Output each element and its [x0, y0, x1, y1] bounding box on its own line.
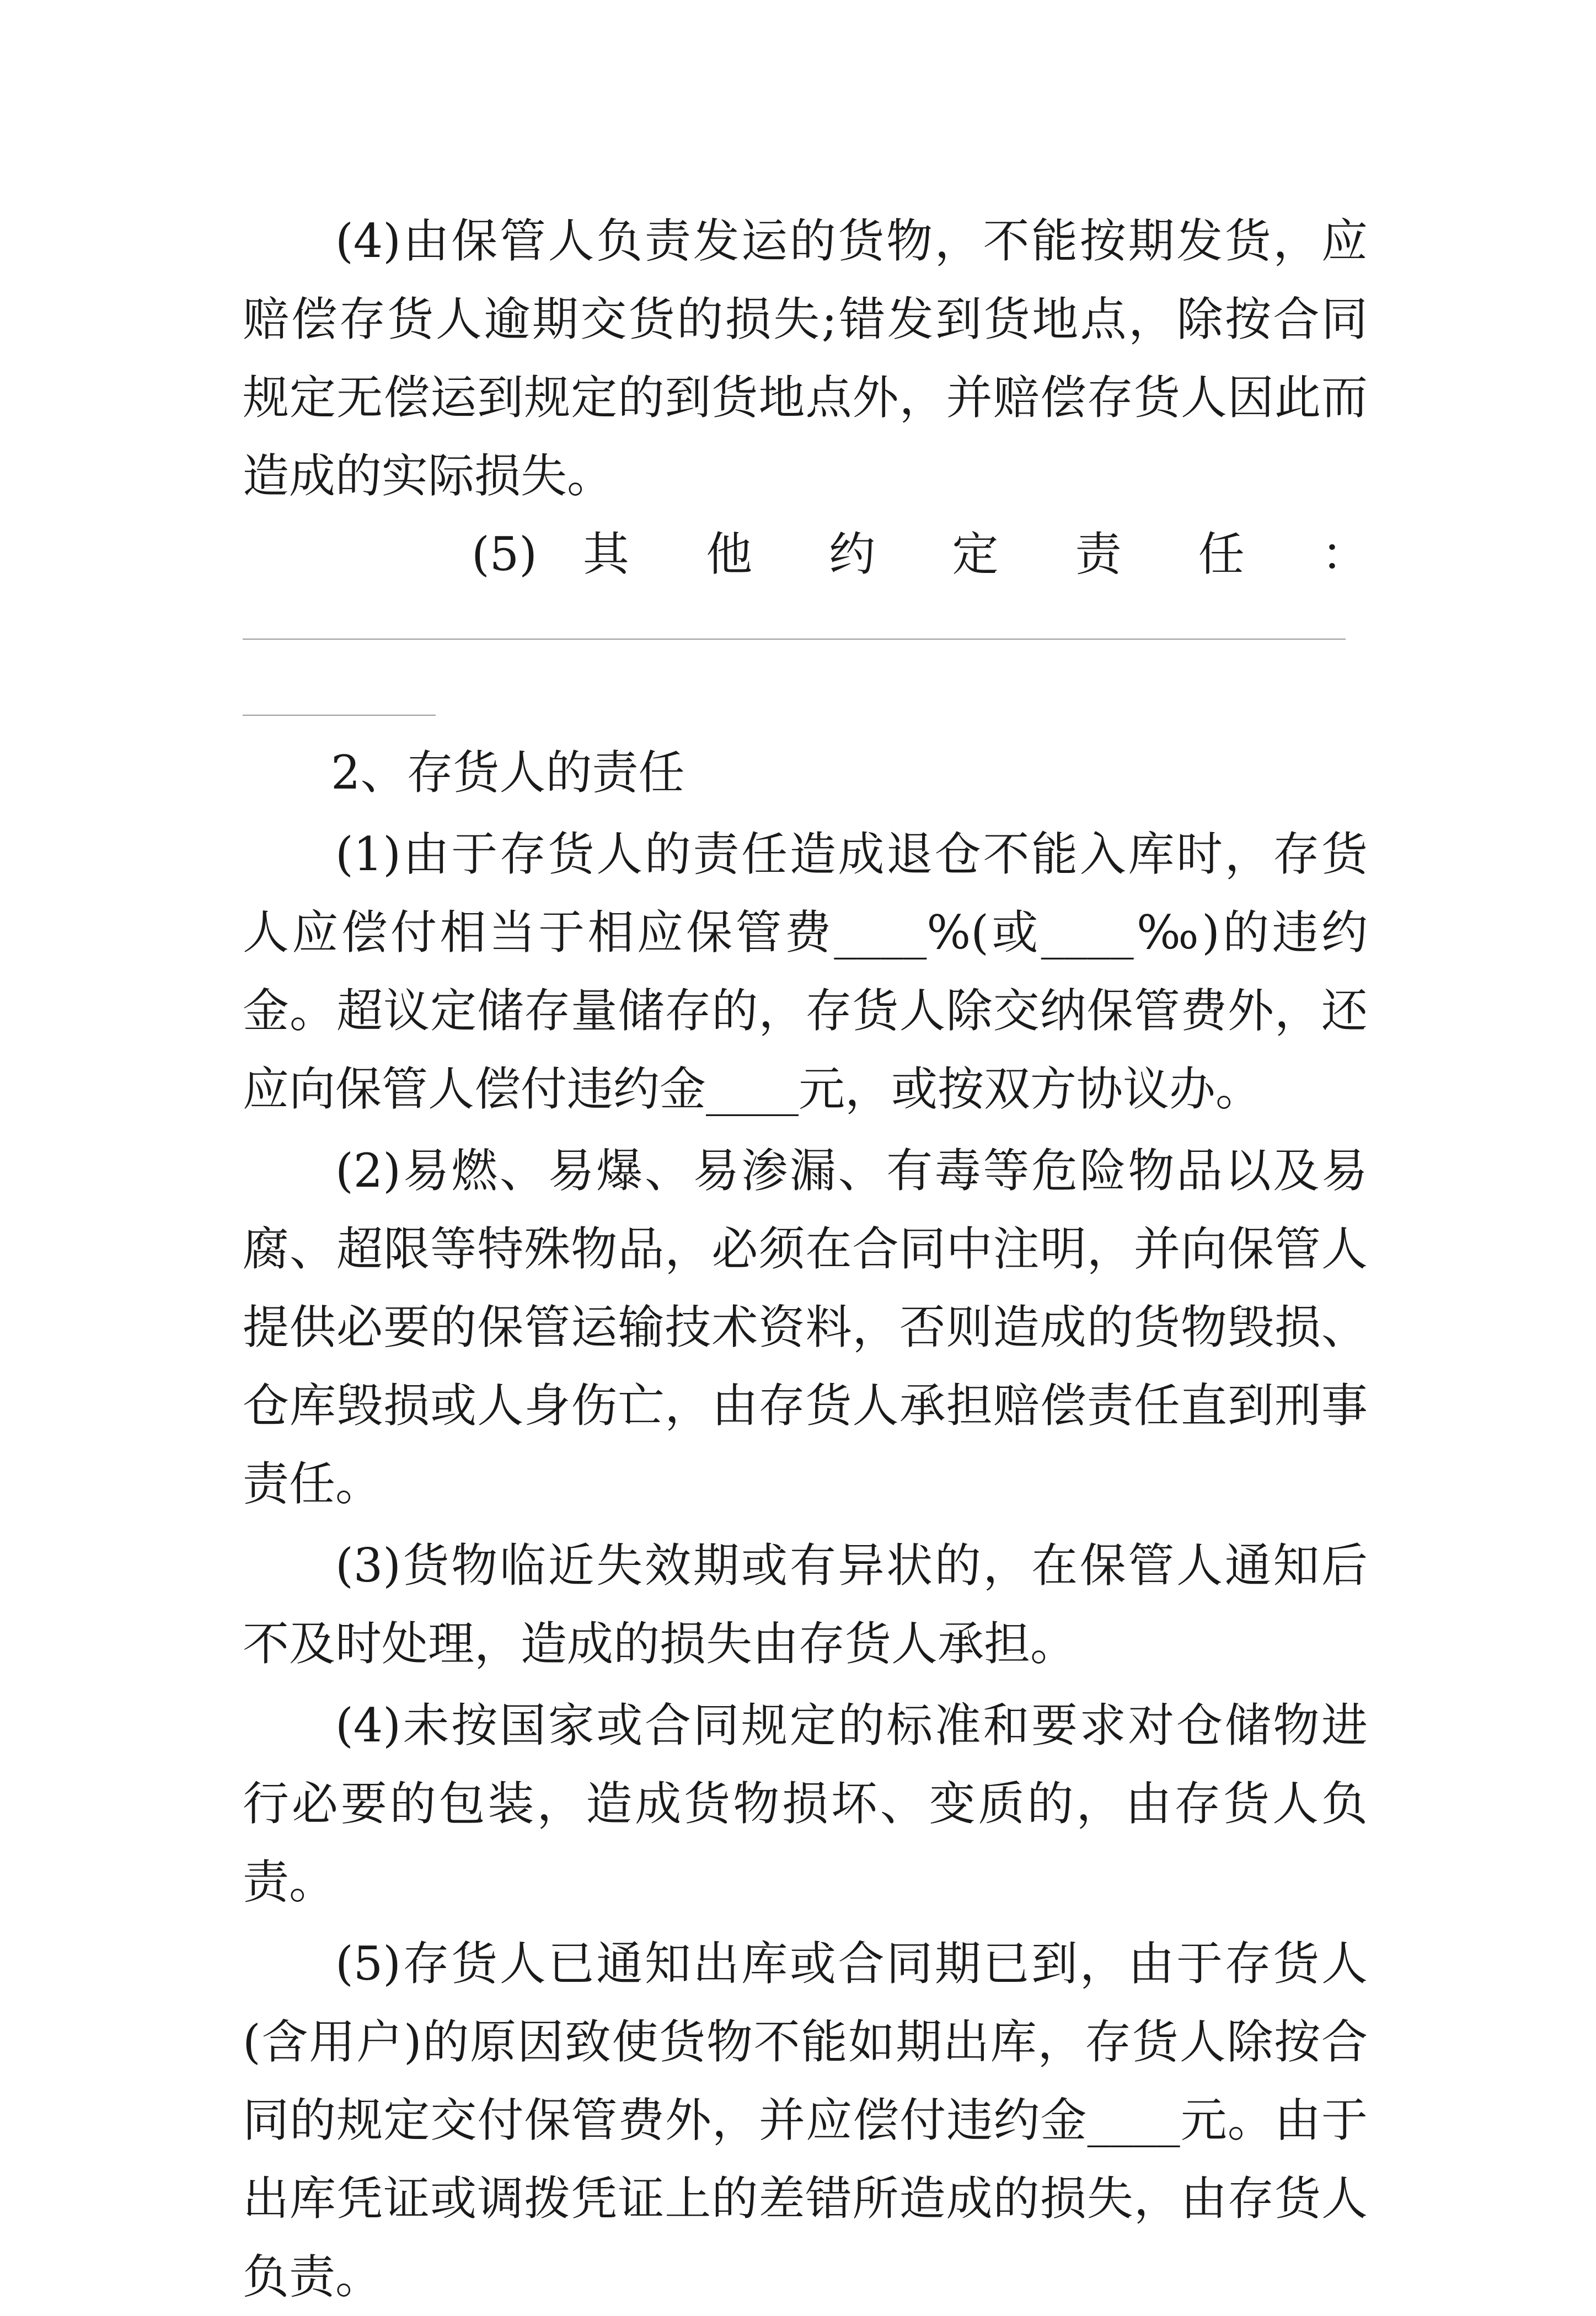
clause-1-4: (4)由保管人负责发运的货物，不能按期发货，应赔偿存货人逾期交货的损失;错发到货地点，除按合同规定无偿运到规定的到货地点外，并赔偿存货人因此而造成的实际损失。 — [243, 214, 1368, 503]
clause-1-5: (5) 其 他 约 定 责 任 ： — [472, 527, 1368, 581]
text-block-main — [243, 733, 1368, 2316]
clause-2-1: (1)由于存货人的责任造成退仓不能入库时，存货人应偿付相当于相应保管费____%(或____‰)的违约金。超议定储存量储存的，存货人除交纳保管费外，还应向保管人偿付违约金____元，或按双方协议办。 — [243, 827, 1368, 1116]
fill-in-line-1 — [243, 639, 1346, 640]
text-block-top — [243, 202, 1368, 593]
fill-in-line-2 — [243, 715, 436, 716]
clause-2-4: (4)未按国家或合同规定的标准和要求对仓储物进行必要的包装，造成货物损坏、变质的，由存货人负责。 — [243, 1698, 1368, 1909]
clause-2-3: (3)货物临近失效期或有异状的，在保管人通知后不及时处理，造成的损失由存货人承担。 — [243, 1538, 1368, 1671]
clause-2-5: (5)存货人已通知出库或合同期已到，由于存货人(含用户)的原因致使货物不能如期出库，存货人除按合同的规定交付保管费外，并应偿付违约金____元。由于出库凭证或调拨凭证上的差错所造成的损失，由存货人负责。 — [243, 1937, 1368, 2304]
clause-2-2: (2)易燃、易爆、易渗漏、有毒等危险物品以及易腐、超限等特殊物品，必须在合同中注明，并向保管人提供必要的保管运输技术资料，否则造成的货物毁损、仓库毁损或人身伤亡，由存货人承担赔偿责任直到刑事责任。 — [243, 1144, 1368, 1511]
section-2-heading: 2、存货人的责任 — [331, 746, 685, 800]
